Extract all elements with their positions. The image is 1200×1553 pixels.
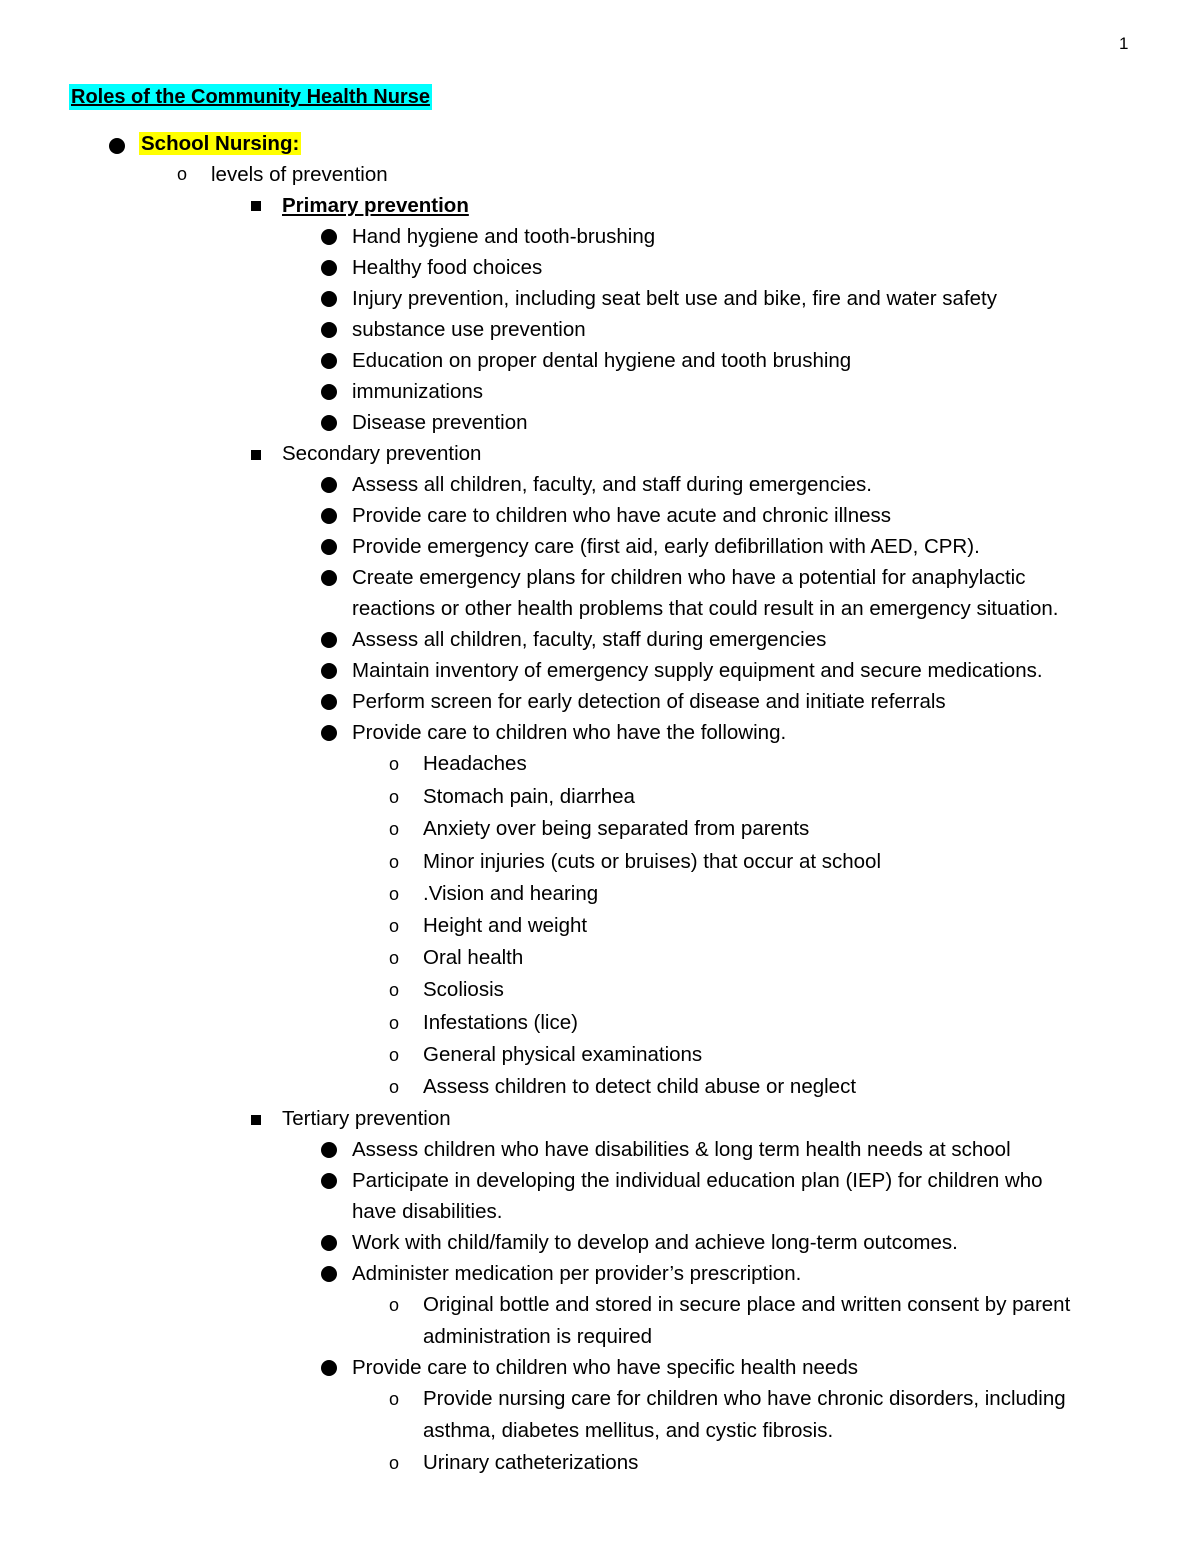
circle-bullet-icon: o bbox=[389, 1389, 400, 1409]
circle-bullet-icon: o bbox=[389, 819, 400, 839]
secondary-item: Create emergency plans for children who have a potential for anaphylactic bbox=[352, 566, 1026, 589]
school-nursing-label: School Nursing: bbox=[141, 132, 300, 155]
primary-item: immunizations bbox=[352, 380, 484, 403]
secondary-item-continued: reactions or other health problems that could result in an emergency situation. bbox=[352, 597, 1059, 620]
secondary-item: Provide care to children who have acute and chronic illness bbox=[352, 504, 891, 527]
disc-bullet-icon bbox=[321, 539, 337, 555]
primary-item: Hand hygiene and tooth-brushing bbox=[352, 225, 656, 248]
circle-bullet-icon: o bbox=[389, 1295, 400, 1315]
disc-bullet-icon bbox=[321, 1235, 337, 1251]
secondary-item: Provide care to children who have the following. bbox=[352, 721, 787, 744]
document-title: Roles of the Community Health Nurse bbox=[71, 86, 430, 108]
circle-bullet-icon: o bbox=[389, 754, 400, 774]
following-item: General physical examinations bbox=[423, 1043, 703, 1066]
disc-bullet-icon bbox=[321, 1266, 337, 1282]
disc-bullet-icon bbox=[321, 663, 337, 679]
secondary-item: Assess all children, faculty, staff during emergencies bbox=[352, 628, 827, 651]
secondary-item: Maintain inventory of emergency supply equipment and secure medications. bbox=[352, 659, 1043, 682]
disc-bullet-icon bbox=[321, 291, 337, 307]
disc-bullet-icon bbox=[321, 229, 337, 245]
following-item: Stomach pain, diarrhea bbox=[423, 785, 635, 808]
following-item: Height and weight bbox=[423, 914, 588, 937]
circle-bullet-icon: o bbox=[389, 980, 400, 1000]
primary-item: Healthy food choices bbox=[352, 256, 543, 279]
circle-bullet-icon: o bbox=[389, 948, 400, 968]
primary-item: Education on proper dental hygiene and tooth brushing bbox=[352, 349, 852, 372]
tertiary-item: Administer medication per provider’s prescription. bbox=[352, 1262, 802, 1285]
disc-bullet-icon bbox=[321, 570, 337, 586]
page-number: 1 bbox=[1119, 34, 1129, 53]
following-item: Scoliosis bbox=[423, 978, 504, 1001]
disc-bullet-icon bbox=[321, 1360, 337, 1376]
circle-bullet-icon: o bbox=[389, 1013, 400, 1033]
tertiary-subitem-continued: administration is required bbox=[423, 1325, 653, 1348]
disc-bullet-icon bbox=[321, 1142, 337, 1158]
disc-bullet-icon bbox=[109, 138, 125, 154]
following-item: Minor injuries (cuts or bruises) that occur at school bbox=[423, 850, 882, 873]
disc-bullet-icon bbox=[321, 508, 337, 524]
tertiary-item: Provide care to children who have specific health needs bbox=[352, 1356, 858, 1379]
square-bullet-icon bbox=[251, 1115, 261, 1125]
tertiary-prevention-heading: Tertiary prevention bbox=[282, 1107, 451, 1130]
circle-bullet-icon: o bbox=[177, 164, 188, 184]
following-item: Assess children to detect child abuse or neglect bbox=[423, 1075, 857, 1098]
circle-bullet-icon: o bbox=[389, 1045, 400, 1065]
secondary-item: Perform screen for early detection of disease and initiate referrals bbox=[352, 690, 946, 713]
following-item: Infestations (lice) bbox=[423, 1011, 578, 1034]
secondary-item: Assess all children, faculty, and staff during emergencies. bbox=[352, 473, 872, 496]
secondary-item: Provide emergency care (first aid, early defibrillation with AED, CPR). bbox=[352, 535, 980, 558]
disc-bullet-icon bbox=[321, 415, 337, 431]
following-item: .Vision and hearing bbox=[423, 882, 599, 905]
tertiary-item: Assess children who have disabilities & long term health needs at school bbox=[352, 1138, 1011, 1161]
primary-item: substance use prevention bbox=[352, 318, 586, 341]
following-item: Headaches bbox=[423, 752, 527, 775]
levels-of-prevention: levels of prevention bbox=[211, 163, 388, 186]
disc-bullet-icon bbox=[321, 322, 337, 338]
circle-bullet-icon: o bbox=[389, 1077, 400, 1097]
tertiary-subitem: Original bottle and stored in secure place and written consent by parent bbox=[423, 1293, 1071, 1316]
disc-bullet-icon bbox=[321, 725, 337, 741]
square-bullet-icon bbox=[251, 201, 261, 211]
primary-item: Injury prevention, including seat belt use and bike, fire and water safety bbox=[352, 287, 997, 310]
disc-bullet-icon bbox=[321, 632, 337, 648]
disc-bullet-icon bbox=[321, 260, 337, 276]
disc-bullet-icon bbox=[321, 694, 337, 710]
following-item: Anxiety over being separated from parents bbox=[423, 817, 810, 840]
secondary-prevention-heading: Secondary prevention bbox=[282, 442, 482, 465]
tertiary-item: Participate in developing the individual education plan (IEP) for children who bbox=[352, 1169, 1043, 1192]
tertiary-item-continued: have disabilities. bbox=[352, 1200, 503, 1223]
section-heading-school-nursing bbox=[139, 128, 301, 159]
disc-bullet-icon bbox=[321, 1173, 337, 1189]
tertiary-subitem: Provide nursing care for children who have chronic disorders, including bbox=[423, 1387, 1066, 1410]
square-bullet-icon bbox=[251, 450, 261, 460]
circle-bullet-icon: o bbox=[389, 852, 400, 872]
disc-bullet-icon bbox=[321, 477, 337, 493]
circle-bullet-icon: o bbox=[389, 787, 400, 807]
tertiary-subitem-continued: asthma, diabetes mellitus, and cystic fibrosis. bbox=[423, 1419, 834, 1442]
circle-bullet-icon: o bbox=[389, 1453, 400, 1473]
tertiary-subitem: Urinary catheterizations bbox=[423, 1451, 639, 1474]
circle-bullet-icon: o bbox=[389, 916, 400, 936]
tertiary-item: Work with child/family to develop and achieve long-term outcomes. bbox=[352, 1231, 958, 1254]
following-item: Oral health bbox=[423, 946, 524, 969]
disc-bullet-icon bbox=[321, 353, 337, 369]
circle-bullet-icon: o bbox=[389, 884, 400, 904]
primary-prevention-heading: Primary prevention bbox=[282, 194, 469, 217]
primary-item: Disease prevention bbox=[352, 411, 528, 434]
disc-bullet-icon bbox=[321, 384, 337, 400]
